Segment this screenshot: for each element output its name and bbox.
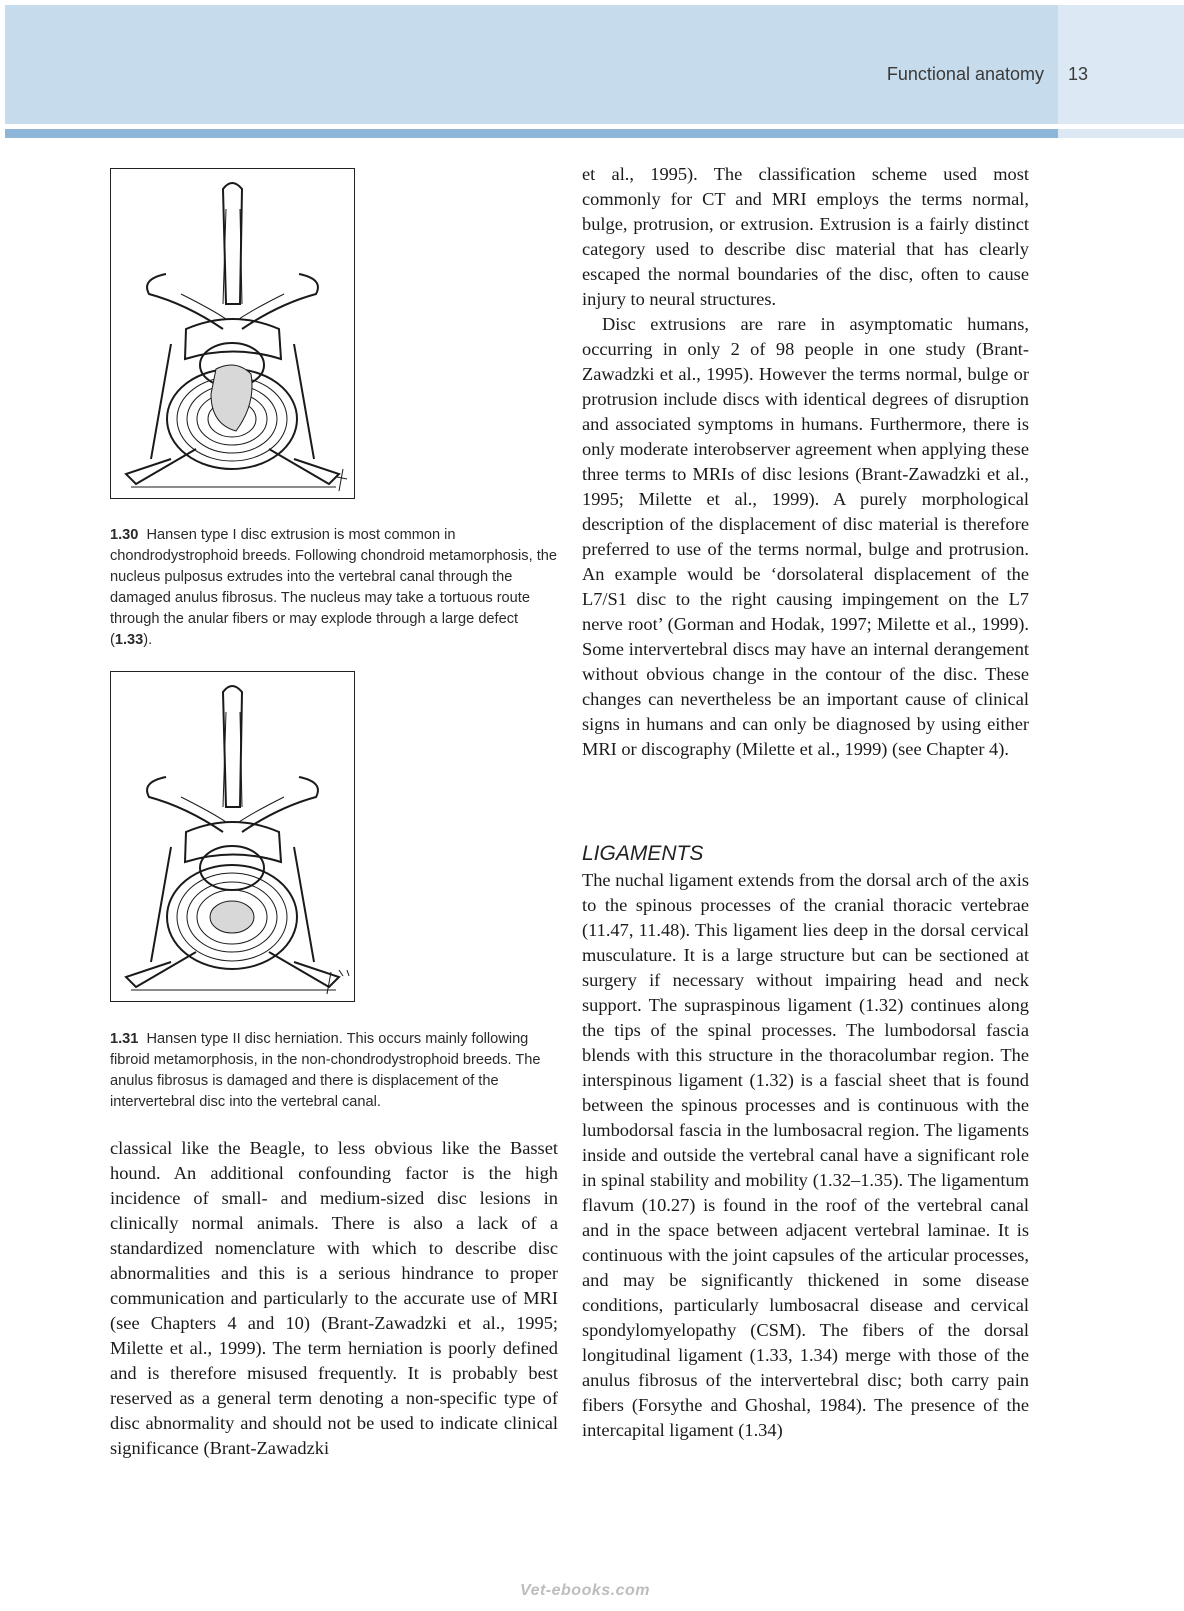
right-column-text-bottom bbox=[582, 868, 1029, 1443]
body-paragraph: The nuchal ligament extends from the dorsal arch of the axis to the spinous processes of the cranial thoracic vertebrae (11.47, 11.48). This ligament lies deep in the dorsal cervical musculature. It is a large structure but can be sectioned at surgery if necessary without impairing head and neck support. The supraspinous ligament (1.32) continues along the tips of the spinal processes. The lumbodorsal fascia blends with this structure in the thoracolumbar region. The interspinous ligament (1.32) is a fascial sheet that is found between the spinous processes and is continuous with the lumbodorsal fascia in the lumbosacral region. The ligaments inside and outside the vertebral canal have a significant role in spinal stability and mobility (1.32–1.35). The ligamentum flavum (10.27) is found in the roof of the vertebral canal and in the space between adjacent vertebral laminae. It is continuous with the joint capsules of the articular processes, and may be significantly thickened in some disease conditions, particularly lumbosacral disease and cervical spondylomyelopathy (CSM). The fibers of the dorsal longitudinal ligament (1.33, 1.34) merge with those of the anulus fibrosus of the intervertebral disc; both carry pain fibers (Forsythe and Ghoshal, 1984). The presence of the intercapital ligament (1.34) bbox=[582, 870, 1029, 1440]
figure-1-31-caption bbox=[110, 1029, 558, 1113]
figure-1-30-illustration bbox=[110, 168, 355, 499]
section-heading-ligaments: LIGAMENTS bbox=[582, 842, 704, 865]
caption-end: ). bbox=[143, 632, 153, 648]
header-rule-page bbox=[1058, 129, 1184, 138]
vertebra-extrusion-drawing bbox=[111, 169, 354, 498]
body-paragraph: Disc extrusions are rare in asymptomatic humans, occurring in only 2 of 98 people in one study (Brant-Zawadzki et al., 1995). However the terms normal, bulge or protrusion include discs with identical degrees of disruption and associated symptoms in humans. Furthermore, there is only moderate interobserver agreement when applying these three terms to MRIs of disc lesions (Brant-Zawadzki et al., 1995; Milette et al., 1999). A purely morphological description of the displacement of disc material is therefore preferred to use of the terms normal, bulge and protrusion. An example would be ‘dorsolateral displacement of the L7/S1 disc to the right causing impingement on the L7 nerve root’ (Gorman and Hodak, 1997; Milette et al., 1999). Some intervertebral discs may have an internal derangement without obvious change in the contour of the disc. These changes can nevertheless be an important cause of clinical signs in humans and can only be diagnosed by using either MRI or discography (Milette et al., 1999) (see Chapter 4). bbox=[582, 314, 1029, 759]
caption-figure-ref: 1.33 bbox=[114, 632, 144, 648]
watermark: Vet-ebooks.com bbox=[520, 1582, 650, 1599]
page-number: 13 bbox=[1068, 64, 1089, 84]
body-paragraph: et al., 1995). The classification scheme used most commonly for CT and MRI employs the terms normal, bulge, protrusion, or extrusion. Extrusion is a fairly distinct category used to describe disc material that has clearly escaped the normal boundaries of the disc, often to cause injury to neural structures. bbox=[582, 164, 1029, 309]
figure-number: 1.30 bbox=[110, 527, 139, 543]
right-column-text-top bbox=[582, 162, 1029, 762]
running-title: Functional anatomy bbox=[886, 64, 1044, 84]
caption-text: Hansen type II disc herniation. This occurs mainly following fibroid metamorphosis, in the non-chondrodystrophoid breeds. The anulus fibrosus is damaged and there is displacement of the intervertebral disc into the vertebral canal. bbox=[110, 1031, 541, 1110]
left-column-text bbox=[110, 1136, 558, 1461]
vertebra-herniation-drawing bbox=[111, 672, 354, 1001]
figure-number: 1.31 bbox=[110, 1031, 139, 1047]
figure-1-30-caption bbox=[110, 525, 558, 651]
body-paragraph: classical like the Beagle, to less obvious like the Basset hound. An additional confounding factor is the high incidence of small- and medium-sized disc lesions in clinically normal animals. There is also a lack of a standardized nomenclature with which to describe disc abnormalities and this is a serious hindrance to proper communication and particularly to the accurate use of MRI (see Chapters 4 and 10) (Brant-Zawadzki et al., 1995; Milette et al., 1999). The term herniation is poorly defined and is therefore misused frequently. It is probably best reserved as a general term denoting a non-specific type of disc abnormality and should not be used to indicate clinical significance (Brant-Zawadzki bbox=[110, 1138, 558, 1458]
caption-text: Hansen type I disc extrusion is most common in chondrodystrophoid breeds. Following chondroid metamorphosis, the nucleus pulposus extrudes into the vertebral canal through the damaged anulus fibrosus. The nucleus may take a tortuous route through the anular fibers or may explode through a large defect ( bbox=[110, 527, 557, 648]
header-rule bbox=[5, 129, 1058, 138]
figure-1-31-illustration bbox=[110, 671, 355, 1002]
